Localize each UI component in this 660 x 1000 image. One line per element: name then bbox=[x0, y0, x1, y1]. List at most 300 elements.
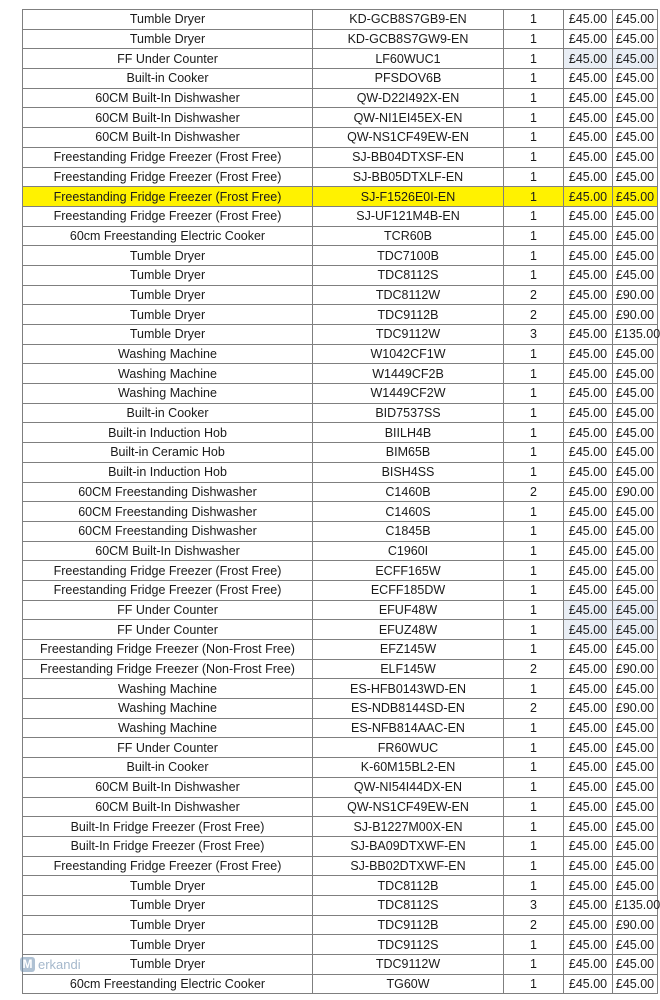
unit-price-cell: £45.00 bbox=[564, 167, 613, 187]
description-cell: FF Under Counter bbox=[23, 49, 313, 69]
total-price-cell: £45.00 bbox=[613, 147, 658, 167]
quantity-cell: 1 bbox=[504, 403, 564, 423]
unit-price-cell: £45.00 bbox=[564, 895, 613, 915]
unit-price-cell: £45.00 bbox=[564, 285, 613, 305]
unit-price-cell: £45.00 bbox=[564, 758, 613, 778]
table-row bbox=[23, 659, 658, 679]
unit-price-cell: £45.00 bbox=[564, 915, 613, 935]
total-price-cell: £45.00 bbox=[613, 69, 658, 89]
description-cell: Freestanding Fridge Freezer (Frost Free) bbox=[23, 206, 313, 226]
table-row bbox=[23, 895, 658, 915]
description-cell: Washing Machine bbox=[23, 344, 313, 364]
quantity-cell: 1 bbox=[504, 423, 564, 443]
total-price-cell: £45.00 bbox=[613, 856, 658, 876]
unit-price-cell: £45.00 bbox=[564, 364, 613, 384]
unit-price-cell: £45.00 bbox=[564, 777, 613, 797]
description-cell: Freestanding Fridge Freezer (Non-Frost Free) bbox=[23, 659, 313, 679]
quantity-cell: 2 bbox=[504, 285, 564, 305]
model-cell: ECFF185DW bbox=[313, 580, 504, 600]
total-price-cell: £45.00 bbox=[613, 955, 658, 975]
model-cell: TDC9112W bbox=[313, 325, 504, 345]
merkandi-watermark bbox=[20, 957, 81, 972]
model-cell: C1460B bbox=[313, 482, 504, 502]
unit-price-cell: £45.00 bbox=[564, 718, 613, 738]
description-cell: FF Under Counter bbox=[23, 620, 313, 640]
total-price-cell: £45.00 bbox=[613, 88, 658, 108]
total-price-cell: £45.00 bbox=[613, 167, 658, 187]
table-row bbox=[23, 108, 658, 128]
model-cell: ECFF165W bbox=[313, 561, 504, 581]
total-price-cell: £45.00 bbox=[613, 777, 658, 797]
total-price-cell: £135.00 bbox=[613, 325, 658, 345]
total-price-cell: £45.00 bbox=[613, 403, 658, 423]
description-cell: Freestanding Fridge Freezer (Frost Free) bbox=[23, 561, 313, 581]
total-price-cell: £45.00 bbox=[613, 10, 658, 30]
unit-price-cell: £45.00 bbox=[564, 147, 613, 167]
model-cell: BIM65B bbox=[313, 443, 504, 463]
model-cell: PFSDOV6B bbox=[313, 69, 504, 89]
table-row bbox=[23, 167, 658, 187]
quantity-cell: 1 bbox=[504, 502, 564, 522]
unit-price-cell: £45.00 bbox=[564, 108, 613, 128]
total-price-cell: £90.00 bbox=[613, 285, 658, 305]
model-cell: W1449CF2W bbox=[313, 384, 504, 404]
description-cell: 60cm Freestanding Electric Cooker bbox=[23, 974, 313, 994]
total-price-cell: £45.00 bbox=[613, 521, 658, 541]
table-row bbox=[23, 600, 658, 620]
quantity-cell: 1 bbox=[504, 679, 564, 699]
quantity-cell: 1 bbox=[504, 836, 564, 856]
description-cell: Tumble Dryer bbox=[23, 915, 313, 935]
model-cell: EFZ145W bbox=[313, 640, 504, 660]
model-cell: ELF145W bbox=[313, 659, 504, 679]
model-cell: LF60WUC1 bbox=[313, 49, 504, 69]
unit-price-cell: £45.00 bbox=[564, 69, 613, 89]
description-cell: 60cm Freestanding Electric Cooker bbox=[23, 226, 313, 246]
unit-price-cell: £45.00 bbox=[564, 600, 613, 620]
description-cell: Tumble Dryer bbox=[23, 10, 313, 30]
table-row bbox=[23, 285, 658, 305]
unit-price-cell: £45.00 bbox=[564, 699, 613, 719]
model-cell: QW-D22I492X-EN bbox=[313, 88, 504, 108]
quantity-cell: 1 bbox=[504, 561, 564, 581]
quantity-cell: 1 bbox=[504, 69, 564, 89]
unit-price-cell: £45.00 bbox=[564, 856, 613, 876]
model-cell: SJ-BB05DTXLF-EN bbox=[313, 167, 504, 187]
table-row bbox=[23, 305, 658, 325]
model-cell: QW-NS1CF49EW-EN bbox=[313, 128, 504, 148]
unit-price-cell: £45.00 bbox=[564, 226, 613, 246]
model-cell: TDC8112S bbox=[313, 895, 504, 915]
unit-price-cell: £45.00 bbox=[564, 403, 613, 423]
model-cell: W1042CF1W bbox=[313, 344, 504, 364]
unit-price-cell: £45.00 bbox=[564, 462, 613, 482]
table-row bbox=[23, 856, 658, 876]
total-price-cell: £90.00 bbox=[613, 699, 658, 719]
table-row bbox=[23, 325, 658, 345]
quantity-cell: 1 bbox=[504, 167, 564, 187]
items-table-body bbox=[23, 10, 658, 994]
description-cell: Tumble Dryer bbox=[23, 955, 313, 975]
quantity-cell: 1 bbox=[504, 364, 564, 384]
model-cell: FR60WUC bbox=[313, 738, 504, 758]
quantity-cell: 1 bbox=[504, 88, 564, 108]
total-price-cell: £45.00 bbox=[613, 423, 658, 443]
table-row bbox=[23, 423, 658, 443]
description-cell: Freestanding Fridge Freezer (Frost Free) bbox=[23, 856, 313, 876]
total-price-cell: £45.00 bbox=[613, 758, 658, 778]
table-row bbox=[23, 265, 658, 285]
table-row bbox=[23, 29, 658, 49]
description-cell: Built-in Induction Hob bbox=[23, 462, 313, 482]
unit-price-cell: £45.00 bbox=[564, 679, 613, 699]
total-price-cell: £45.00 bbox=[613, 443, 658, 463]
quantity-cell: 1 bbox=[504, 856, 564, 876]
table-row bbox=[23, 817, 658, 837]
model-cell: ES-HFB0143WD-EN bbox=[313, 679, 504, 699]
unit-price-cell: £45.00 bbox=[564, 187, 613, 207]
description-cell: Washing Machine bbox=[23, 718, 313, 738]
unit-price-cell: £45.00 bbox=[564, 876, 613, 896]
unit-price-cell: £45.00 bbox=[564, 580, 613, 600]
total-price-cell: £45.00 bbox=[613, 679, 658, 699]
table-row bbox=[23, 935, 658, 955]
model-cell: BIILH4B bbox=[313, 423, 504, 443]
quantity-cell: 1 bbox=[504, 384, 564, 404]
description-cell: 60CM Freestanding Dishwasher bbox=[23, 502, 313, 522]
description-cell: Washing Machine bbox=[23, 679, 313, 699]
total-price-cell: £45.00 bbox=[613, 817, 658, 837]
unit-price-cell: £45.00 bbox=[564, 955, 613, 975]
table-row-highlighted bbox=[23, 187, 658, 207]
table-row bbox=[23, 915, 658, 935]
total-price-cell: £45.00 bbox=[613, 620, 658, 640]
description-cell: FF Under Counter bbox=[23, 738, 313, 758]
description-cell: Freestanding Fridge Freezer (Frost Free) bbox=[23, 187, 313, 207]
model-cell: SJ-F1526E0I-EN bbox=[313, 187, 504, 207]
table-row bbox=[23, 738, 658, 758]
model-cell: ES-NFB814AAC-EN bbox=[313, 718, 504, 738]
quantity-cell: 1 bbox=[504, 974, 564, 994]
description-cell: 60CM Built-In Dishwasher bbox=[23, 88, 313, 108]
description-cell: 60CM Freestanding Dishwasher bbox=[23, 521, 313, 541]
unit-price-cell: £45.00 bbox=[564, 49, 613, 69]
description-cell: Tumble Dryer bbox=[23, 305, 313, 325]
total-price-cell: £45.00 bbox=[613, 384, 658, 404]
description-cell: Tumble Dryer bbox=[23, 935, 313, 955]
unit-price-cell: £45.00 bbox=[564, 974, 613, 994]
unit-price-cell: £45.00 bbox=[564, 620, 613, 640]
total-price-cell: £45.00 bbox=[613, 187, 658, 207]
quantity-cell: 1 bbox=[504, 580, 564, 600]
table-row bbox=[23, 443, 658, 463]
quantity-cell: 1 bbox=[504, 128, 564, 148]
quantity-cell: 1 bbox=[504, 462, 564, 482]
total-price-cell: £45.00 bbox=[613, 718, 658, 738]
quantity-cell: 1 bbox=[504, 640, 564, 660]
quantity-cell: 3 bbox=[504, 325, 564, 345]
description-cell: Tumble Dryer bbox=[23, 285, 313, 305]
model-cell: ES-NDB8144SD-EN bbox=[313, 699, 504, 719]
quantity-cell: 2 bbox=[504, 305, 564, 325]
total-price-cell: £45.00 bbox=[613, 541, 658, 561]
total-price-cell: £90.00 bbox=[613, 305, 658, 325]
total-price-cell: £45.00 bbox=[613, 502, 658, 522]
model-cell: KD-GCB8S7GW9-EN bbox=[313, 29, 504, 49]
table-row bbox=[23, 128, 658, 148]
unit-price-cell: £45.00 bbox=[564, 265, 613, 285]
unit-price-cell: £45.00 bbox=[564, 836, 613, 856]
total-price-cell: £90.00 bbox=[613, 659, 658, 679]
total-price-cell: £45.00 bbox=[613, 364, 658, 384]
description-cell: Tumble Dryer bbox=[23, 29, 313, 49]
unit-price-cell: £45.00 bbox=[564, 443, 613, 463]
quantity-cell: 1 bbox=[504, 10, 564, 30]
table-row bbox=[23, 640, 658, 660]
table-row bbox=[23, 246, 658, 266]
quantity-cell: 1 bbox=[504, 246, 564, 266]
description-cell: 60CM Freestanding Dishwasher bbox=[23, 482, 313, 502]
description-cell: FF Under Counter bbox=[23, 600, 313, 620]
description-cell: 60CM Built-In Dishwasher bbox=[23, 777, 313, 797]
unit-price-cell: £45.00 bbox=[564, 88, 613, 108]
description-cell: Built-in Cooker bbox=[23, 403, 313, 423]
total-price-cell: £45.00 bbox=[613, 29, 658, 49]
quantity-cell: 1 bbox=[504, 344, 564, 364]
table-row bbox=[23, 758, 658, 778]
quantity-cell: 1 bbox=[504, 443, 564, 463]
total-price-cell: £45.00 bbox=[613, 797, 658, 817]
model-cell: TDC9112W bbox=[313, 955, 504, 975]
table-row bbox=[23, 502, 658, 522]
model-cell: C1845B bbox=[313, 521, 504, 541]
table-row bbox=[23, 699, 658, 719]
table-row bbox=[23, 541, 658, 561]
description-cell: Washing Machine bbox=[23, 699, 313, 719]
table-row bbox=[23, 561, 658, 581]
quantity-cell: 1 bbox=[504, 206, 564, 226]
table-row bbox=[23, 974, 658, 994]
quantity-cell: 1 bbox=[504, 758, 564, 778]
quantity-cell: 1 bbox=[504, 265, 564, 285]
table-row bbox=[23, 384, 658, 404]
merkandi-logo-icon: M bbox=[20, 957, 35, 972]
table-row bbox=[23, 521, 658, 541]
total-price-cell: £45.00 bbox=[613, 836, 658, 856]
total-price-cell: £45.00 bbox=[613, 462, 658, 482]
unit-price-cell: £45.00 bbox=[564, 128, 613, 148]
model-cell: EFUF48W bbox=[313, 600, 504, 620]
total-price-cell: £45.00 bbox=[613, 206, 658, 226]
quantity-cell: 2 bbox=[504, 482, 564, 502]
table-row bbox=[23, 876, 658, 896]
quantity-cell: 1 bbox=[504, 600, 564, 620]
description-cell: Built-In Fridge Freezer (Frost Free) bbox=[23, 836, 313, 856]
table-row bbox=[23, 49, 658, 69]
model-cell: TDC8112S bbox=[313, 265, 504, 285]
table-row bbox=[23, 226, 658, 246]
table-row bbox=[23, 364, 658, 384]
total-price-cell: £45.00 bbox=[613, 226, 658, 246]
model-cell: SJ-BA09DTXWF-EN bbox=[313, 836, 504, 856]
description-cell: Built-in Cooker bbox=[23, 69, 313, 89]
unit-price-cell: £45.00 bbox=[564, 502, 613, 522]
total-price-cell: £45.00 bbox=[613, 600, 658, 620]
unit-price-cell: £45.00 bbox=[564, 206, 613, 226]
model-cell: SJ-B1227M00X-EN bbox=[313, 817, 504, 837]
table-row bbox=[23, 620, 658, 640]
quantity-cell: 1 bbox=[504, 187, 564, 207]
unit-price-cell: £45.00 bbox=[564, 521, 613, 541]
table-row bbox=[23, 403, 658, 423]
total-price-cell: £45.00 bbox=[613, 265, 658, 285]
table-row bbox=[23, 10, 658, 30]
total-price-cell: £90.00 bbox=[613, 915, 658, 935]
quantity-cell: 1 bbox=[504, 541, 564, 561]
description-cell: Washing Machine bbox=[23, 364, 313, 384]
quantity-cell: 1 bbox=[504, 226, 564, 246]
table-row bbox=[23, 679, 658, 699]
description-cell: 60CM Built-In Dishwasher bbox=[23, 541, 313, 561]
unit-price-cell: £45.00 bbox=[564, 29, 613, 49]
unit-price-cell: £45.00 bbox=[564, 10, 613, 30]
model-cell: TCR60B bbox=[313, 226, 504, 246]
model-cell: C1960I bbox=[313, 541, 504, 561]
table-row bbox=[23, 147, 658, 167]
total-price-cell: £45.00 bbox=[613, 738, 658, 758]
description-cell: Tumble Dryer bbox=[23, 876, 313, 896]
model-cell: TG60W bbox=[313, 974, 504, 994]
quantity-cell: 1 bbox=[504, 777, 564, 797]
unit-price-cell: £45.00 bbox=[564, 541, 613, 561]
total-price-cell: £45.00 bbox=[613, 974, 658, 994]
unit-price-cell: £45.00 bbox=[564, 246, 613, 266]
model-cell: K-60M15BL2-EN bbox=[313, 758, 504, 778]
model-cell: BID7537SS bbox=[313, 403, 504, 423]
table-row bbox=[23, 580, 658, 600]
description-cell: Built-In Fridge Freezer (Frost Free) bbox=[23, 817, 313, 837]
unit-price-cell: £45.00 bbox=[564, 659, 613, 679]
total-price-cell: £45.00 bbox=[613, 128, 658, 148]
unit-price-cell: £45.00 bbox=[564, 738, 613, 758]
model-cell: KD-GCB8S7GB9-EN bbox=[313, 10, 504, 30]
unit-price-cell: £45.00 bbox=[564, 640, 613, 660]
model-cell: SJ-UF121M4B-EN bbox=[313, 206, 504, 226]
description-cell: Tumble Dryer bbox=[23, 246, 313, 266]
model-cell: TDC9112S bbox=[313, 935, 504, 955]
quantity-cell: 1 bbox=[504, 521, 564, 541]
quantity-cell: 1 bbox=[504, 29, 564, 49]
table-row bbox=[23, 836, 658, 856]
total-price-cell: £45.00 bbox=[613, 108, 658, 128]
description-cell: Freestanding Fridge Freezer (Frost Free) bbox=[23, 580, 313, 600]
unit-price-cell: £45.00 bbox=[564, 797, 613, 817]
model-cell: C1460S bbox=[313, 502, 504, 522]
quantity-cell: 1 bbox=[504, 738, 564, 758]
quantity-cell: 2 bbox=[504, 699, 564, 719]
description-cell: 60CM Built-In Dishwasher bbox=[23, 797, 313, 817]
table-row bbox=[23, 797, 658, 817]
unit-price-cell: £45.00 bbox=[564, 935, 613, 955]
model-cell: EFUZ48W bbox=[313, 620, 504, 640]
description-cell: 60CM Built-In Dishwasher bbox=[23, 128, 313, 148]
unit-price-cell: £45.00 bbox=[564, 482, 613, 502]
quantity-cell: 1 bbox=[504, 49, 564, 69]
table-row bbox=[23, 955, 658, 975]
model-cell: SJ-BB02DTXWF-EN bbox=[313, 856, 504, 876]
description-cell: Built-in Cooker bbox=[23, 758, 313, 778]
table-row bbox=[23, 69, 658, 89]
table-row bbox=[23, 718, 658, 738]
description-cell: Built-in Induction Hob bbox=[23, 423, 313, 443]
total-price-cell: £135.00 bbox=[613, 895, 658, 915]
model-cell: QW-NI1EI45EX-EN bbox=[313, 108, 504, 128]
description-cell: Built-in Ceramic Hob bbox=[23, 443, 313, 463]
quantity-cell: 1 bbox=[504, 620, 564, 640]
description-cell: Tumble Dryer bbox=[23, 895, 313, 915]
quantity-cell: 1 bbox=[504, 935, 564, 955]
model-cell: QW-NS1CF49EW-EN bbox=[313, 797, 504, 817]
table-row bbox=[23, 777, 658, 797]
model-cell: TDC9112B bbox=[313, 915, 504, 935]
total-price-cell: £45.00 bbox=[613, 580, 658, 600]
total-price-cell: £45.00 bbox=[613, 561, 658, 581]
description-cell: Tumble Dryer bbox=[23, 265, 313, 285]
total-price-cell: £45.00 bbox=[613, 49, 658, 69]
unit-price-cell: £45.00 bbox=[564, 817, 613, 837]
items-table bbox=[22, 9, 658, 994]
description-cell: Freestanding Fridge Freezer (Frost Free) bbox=[23, 167, 313, 187]
table-row bbox=[23, 88, 658, 108]
total-price-cell: £45.00 bbox=[613, 935, 658, 955]
total-price-cell: £45.00 bbox=[613, 640, 658, 660]
model-cell: TDC8112W bbox=[313, 285, 504, 305]
quantity-cell: 1 bbox=[504, 108, 564, 128]
model-cell: TDC7100B bbox=[313, 246, 504, 266]
unit-price-cell: £45.00 bbox=[564, 305, 613, 325]
total-price-cell: £45.00 bbox=[613, 876, 658, 896]
description-cell: Washing Machine bbox=[23, 384, 313, 404]
model-cell: TDC9112B bbox=[313, 305, 504, 325]
total-price-cell: £45.00 bbox=[613, 246, 658, 266]
table-row bbox=[23, 344, 658, 364]
unit-price-cell: £45.00 bbox=[564, 344, 613, 364]
description-cell: Tumble Dryer bbox=[23, 325, 313, 345]
quantity-cell: 1 bbox=[504, 817, 564, 837]
unit-price-cell: £45.00 bbox=[564, 325, 613, 345]
quantity-cell: 2 bbox=[504, 915, 564, 935]
total-price-cell: £45.00 bbox=[613, 344, 658, 364]
model-cell: W1449CF2B bbox=[313, 364, 504, 384]
model-cell: SJ-BB04DTXSF-EN bbox=[313, 147, 504, 167]
quantity-cell: 3 bbox=[504, 895, 564, 915]
table-row bbox=[23, 482, 658, 502]
description-cell: Freestanding Fridge Freezer (Non-Frost Free) bbox=[23, 640, 313, 660]
quantity-cell: 1 bbox=[504, 955, 564, 975]
quantity-cell: 1 bbox=[504, 797, 564, 817]
model-cell: BISH4SS bbox=[313, 462, 504, 482]
description-cell: 60CM Built-In Dishwasher bbox=[23, 108, 313, 128]
quantity-cell: 1 bbox=[504, 718, 564, 738]
unit-price-cell: £45.00 bbox=[564, 384, 613, 404]
unit-price-cell: £45.00 bbox=[564, 423, 613, 443]
description-cell: Freestanding Fridge Freezer (Frost Free) bbox=[23, 147, 313, 167]
merkandi-logo-text: erkandi bbox=[38, 957, 81, 972]
unit-price-cell: £45.00 bbox=[564, 561, 613, 581]
quantity-cell: 1 bbox=[504, 876, 564, 896]
model-cell: TDC8112B bbox=[313, 876, 504, 896]
total-price-cell: £90.00 bbox=[613, 482, 658, 502]
